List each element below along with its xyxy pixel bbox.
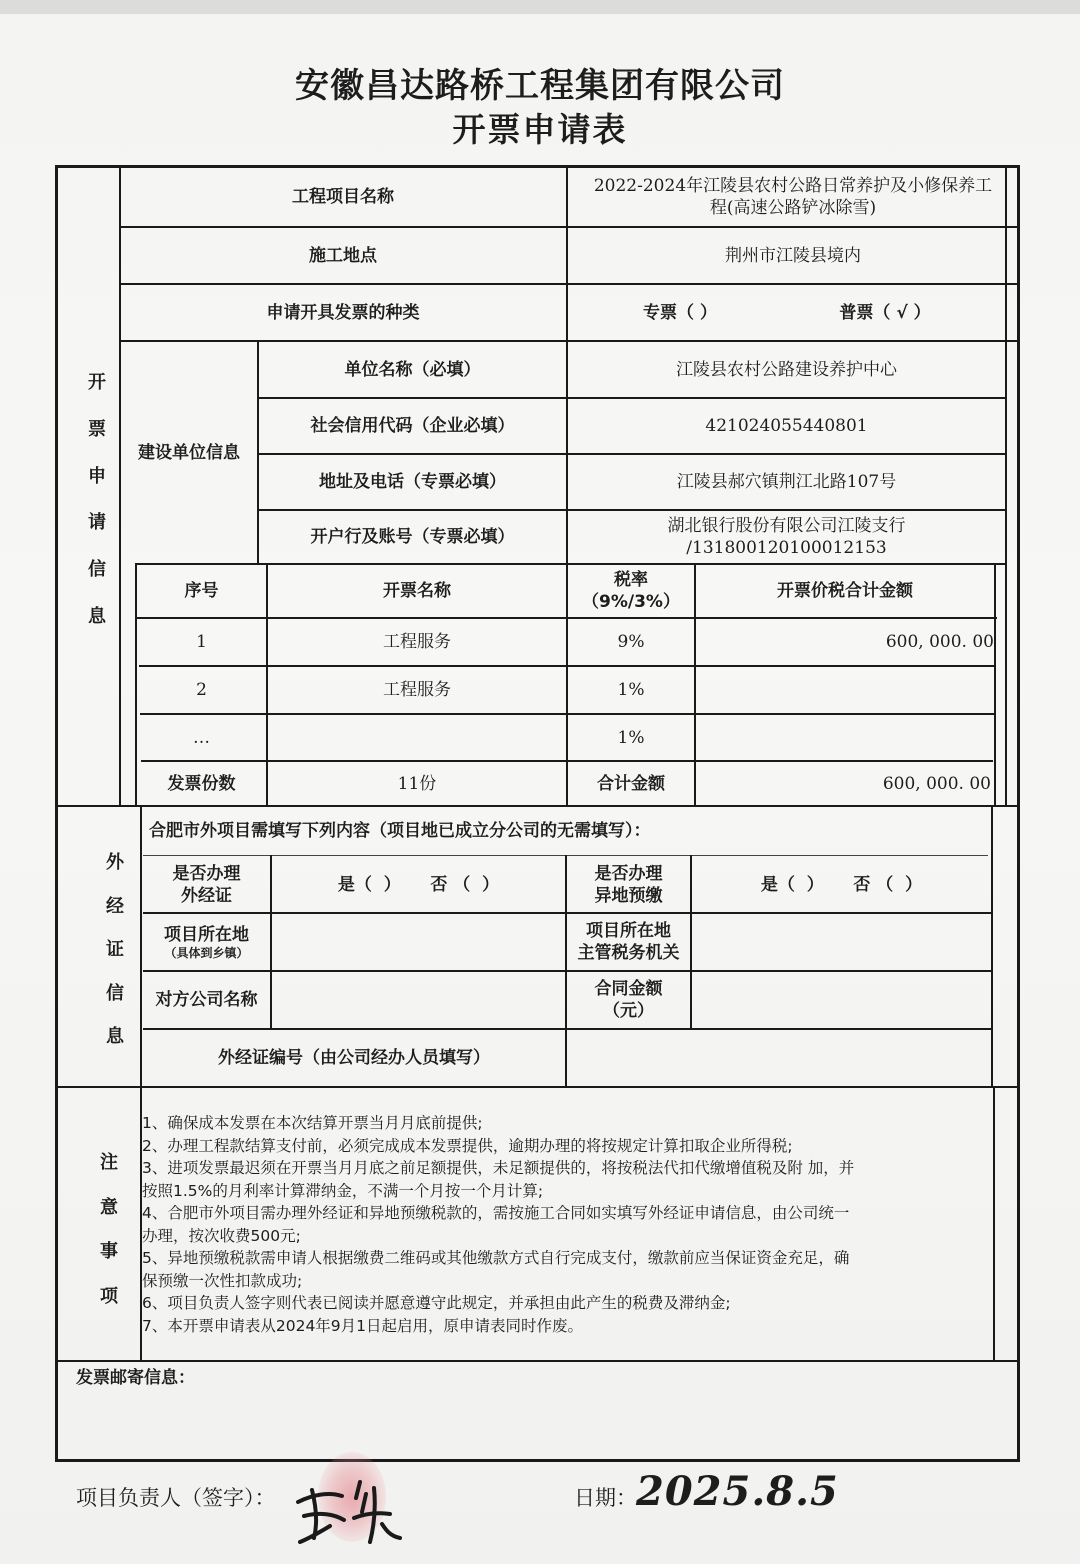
project-name-line2: 程(高速公路铲冰除雪): [709, 197, 877, 218]
address-label: 地址及电话（专票必填）: [319, 472, 506, 492]
outside-intro: 合肥市外项目需填写下列内容（项目地已成立分公司的无需填写）：: [149, 821, 651, 841]
table-row-amount: [696, 715, 994, 760]
location-label: 施工地点: [309, 245, 377, 266]
vert-char: 意: [100, 1196, 118, 1218]
cert-label: [143, 857, 270, 912]
counterparty-label: 对方公司名称: [155, 990, 258, 1010]
vert-char: 申: [88, 465, 106, 487]
col-header-amount: 开票价税合计金额: [777, 581, 913, 601]
note-line: 保预缴一次性扣款成功;: [142, 1271, 303, 1290]
project-location-label-1: 项目所在地: [164, 925, 249, 945]
signer-label: 项目负责人（签字）：: [76, 1486, 276, 1510]
form-title: 开票申请表: [452, 110, 628, 149]
table-row-rate: 9%: [617, 632, 645, 652]
unit-name-label: 单位名称（必填）: [344, 359, 481, 380]
address-value: 江陵县郝穴镇荆江北路107号: [676, 472, 897, 492]
vert-char: 事: [100, 1241, 118, 1263]
prepay-options: 是（ ） 否 （ ）: [760, 874, 923, 895]
note-line: 办理，按次收费500元;: [142, 1226, 301, 1245]
unit-name-value: 江陵县农村公路建设养护中心: [676, 359, 897, 380]
table-row-rate: 1%: [617, 727, 645, 748]
note-line: 按照1.5%的月利率计算滞纳金，不满一个月按一个月计算;: [142, 1181, 544, 1200]
vert-char: 注: [100, 1152, 118, 1173]
table-row-amount: [696, 667, 994, 713]
note-line: 1、确保成本发票在本次结算开票当月月底前提供;: [142, 1114, 483, 1132]
mailing-info-label: 发票邮寄信息：: [76, 1368, 195, 1388]
section-label-outside: [100, 848, 130, 1048]
prepay-label-1: 是否办理: [594, 863, 663, 884]
table-row-no: 2: [196, 680, 207, 700]
vert-char: 项: [100, 1285, 118, 1307]
vert-char: 外: [106, 852, 124, 873]
cert-number-label: 外经证编号（由公司经办人员填写）: [218, 1048, 490, 1068]
special-invoice-option: 专票（ ）: [643, 302, 717, 323]
credit-code-value: 421024055440801: [705, 416, 868, 436]
prepay-label: [567, 857, 690, 912]
cert-label-2: 外经证: [181, 885, 232, 906]
location-value: 荆州市江陵县境内: [725, 245, 861, 266]
vert-char: 经: [106, 895, 124, 917]
cert-label-1: 是否办理: [172, 863, 241, 884]
table-row-rate: 1%: [617, 680, 645, 700]
contract-amount-label: [567, 972, 690, 1028]
notes-list: [142, 1112, 992, 1337]
top-edge: [0, 0, 1080, 14]
table-row-name: 工程服务: [383, 680, 451, 700]
company-title: 安徽昌达路桥工程集团有限公司: [295, 66, 785, 106]
table-row-no: 1: [196, 632, 207, 652]
project-location-label: [143, 914, 270, 970]
vert-char: 请: [88, 512, 106, 534]
prepay-label-2: 异地预缴: [594, 885, 663, 906]
tax-authority-label: [567, 914, 690, 970]
invoice-type-label: 申请开具发票的种类: [266, 302, 420, 323]
section-label-application: [82, 368, 112, 628]
tax-authority-label-2: 主管税务机关: [577, 943, 680, 963]
vert-char: 信: [88, 559, 106, 581]
project-location-label-2: （具体到乡镇）: [164, 946, 249, 960]
vert-char: 息: [106, 1026, 124, 1047]
note-line: 7、本开票申请表从2024年9月1日起启用，原申请表同时作废。: [142, 1316, 584, 1335]
bank-value: [568, 511, 1005, 563]
table-row-name: 工程服务: [383, 632, 451, 652]
note-line: 2、办理工程款结算支付前，必须完成成本发票提供，逾期办理的将按规定计算扣取企业所得税;: [142, 1136, 793, 1155]
total-amount-value: 600, 000. 00: [882, 773, 991, 794]
project-name-value: [568, 167, 1018, 226]
contract-amount-label-2: （元）: [603, 1001, 654, 1021]
date-label: 日期：: [574, 1486, 637, 1510]
signature: [290, 1468, 410, 1548]
vert-char: 息: [88, 605, 106, 627]
section-label-notes: [94, 1148, 124, 1308]
project-name-label: 工程项目名称: [292, 186, 394, 207]
note-line: 6、项目负责人签字则代表已阅读并愿意遵守此规定，并承担由此产生的税费及滞纳金;: [142, 1294, 731, 1312]
date-value: 2025.8.5: [636, 1468, 839, 1515]
builder-group-label: 建设单位信息: [138, 442, 240, 463]
project-name-line1: 2022-2024年江陵县农村公路日常养护及小修保养工: [593, 175, 993, 196]
invoice-count-label: 发票份数: [167, 773, 236, 794]
credit-code-label: 社会信用代码（企业必填）: [310, 416, 515, 436]
vert-char: 开: [88, 372, 106, 393]
col-header-name: 开票名称: [383, 581, 451, 601]
cert-options: 是（ ） 否 （ ）: [337, 874, 500, 895]
invoice-count-value: 11份: [397, 773, 437, 794]
tax-authority-label-1: 项目所在地: [586, 921, 671, 941]
total-amount-label: 合计金额: [597, 773, 665, 794]
col-header-rate: 税率（9%/3%）: [582, 570, 680, 612]
note-line: 5、异地预缴税款需申请人根据缴费二维码或其他缴款方式自行完成支付，缴款前应当保证资金充足，确: [142, 1249, 850, 1267]
table-row-amount: 600, 000. 00: [885, 632, 994, 652]
table-row-no: …: [193, 727, 210, 748]
bank-line1: 湖北银行股份有限公司江陵支行: [667, 516, 906, 536]
table-row-name: [268, 715, 566, 760]
bank-label: 开户行及账号（专票必填）: [310, 527, 515, 547]
note-line: 3、进项发票最迟须在开票当月月底之前足额提供，未足额提供的，将按税法代扣代缴增值税及附 加，并: [142, 1159, 855, 1177]
vert-char: 票: [88, 418, 106, 440]
note-line: 4、合肥市外项目需办理外经证和异地预缴税款的，需按施工合同如实填写外经证申请信息，由公司统一: [142, 1204, 850, 1222]
normal-invoice-option: 普票（ √ ）: [839, 302, 931, 323]
col-header-no: 序号: [184, 581, 219, 601]
contract-amount-label-1: 合同金额: [594, 979, 663, 999]
vert-char: 证: [106, 939, 124, 960]
bank-line2: /131800120100012153: [686, 538, 887, 558]
vert-char: 信: [106, 982, 124, 1004]
